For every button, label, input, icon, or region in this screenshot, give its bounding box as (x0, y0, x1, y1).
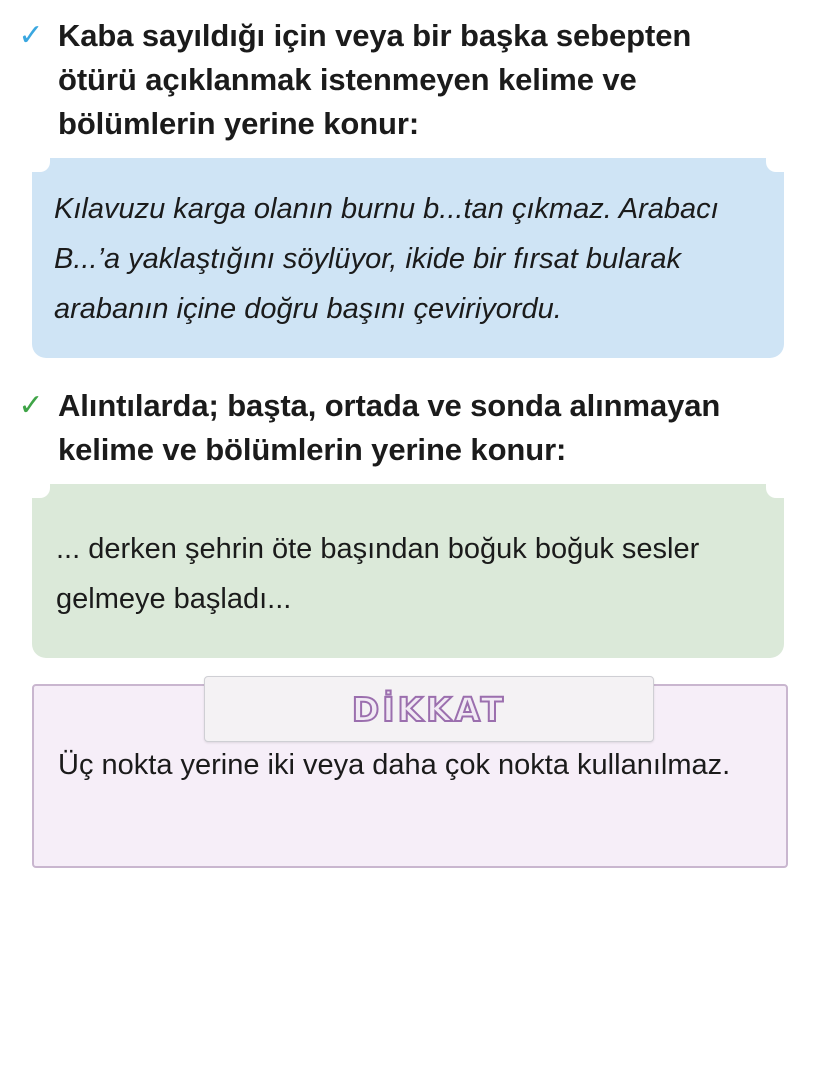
check-icon: ✓ (18, 388, 44, 423)
example-text-2: ... derken şehrin öte başından boğuk boğuk sesler gelmeye başladı... (56, 533, 700, 615)
rule-item-2 (18, 384, 802, 472)
notice-title: DİKKAT (351, 689, 507, 729)
check-icon: ✓ (18, 18, 44, 53)
example-callout-1 (32, 158, 784, 358)
notice-text: Üç nokta yerine iki veya daha çok nokta kullanılmaz. (58, 749, 731, 781)
notice-title-tab (204, 676, 654, 742)
rule-text-1: Kaba sayıldığı için veya bir başka sebepten ötürü açıklanmak istenmeyen kelime ve bölümlerin yerine konur: (58, 18, 692, 141)
example-text-1: Kılavuzu karga olanın burnu b...tan çıkmaz. Arabacı B...’a yaklaştığını söylüyor, ikide bir fırsat bularak arabanın içine doğru başını çeviriyordu. (54, 193, 719, 325)
notice-box (32, 684, 788, 868)
rule-text-2: Alıntılarda; başta, ortada ve sonda alınmayan kelime ve bölümlerin yerine konur: (58, 388, 721, 467)
rule-item-1 (18, 14, 802, 146)
example-callout-2 (32, 484, 784, 658)
